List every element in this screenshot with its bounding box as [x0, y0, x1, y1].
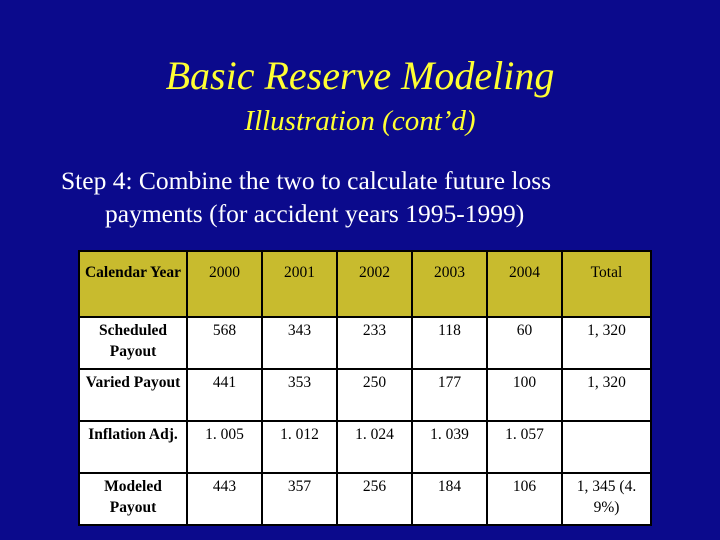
table-cell: 1. 005	[187, 421, 262, 473]
header-cell: Total	[562, 251, 651, 317]
table-header-row	[79, 251, 651, 317]
header-cell: 2001	[262, 251, 337, 317]
header-cell: Calendar Year	[79, 251, 187, 317]
table-cell: 118	[412, 317, 487, 369]
table-cell	[562, 421, 651, 473]
table-cell: 343	[262, 317, 337, 369]
header-cell: 2002	[337, 251, 412, 317]
row-label: Modeled Payout	[79, 473, 187, 525]
table-cell: 1, 320	[562, 369, 651, 421]
table-cell: 233	[337, 317, 412, 369]
step-text	[61, 164, 661, 230]
payout-table	[78, 250, 652, 526]
row-label: Inflation Adj.	[79, 421, 187, 473]
table-row	[79, 473, 651, 525]
table-cell: 1, 345 (4. 9%)	[562, 473, 651, 525]
table-cell: 256	[337, 473, 412, 525]
header-cell: 2004	[487, 251, 562, 317]
row-label: Scheduled Payout	[79, 317, 187, 369]
step-text-line-2: payments (for accident years 1995-1999)	[105, 199, 525, 228]
table-cell: 106	[487, 473, 562, 525]
table-cell: 100	[487, 369, 562, 421]
table-cell: 1. 012	[262, 421, 337, 473]
slide-title: Basic Reserve Modeling	[165, 53, 555, 98]
header-cell: 2003	[412, 251, 487, 317]
table-row	[79, 369, 651, 421]
row-label: Varied Payout	[79, 369, 187, 421]
table-cell: 1. 024	[337, 421, 412, 473]
table-row	[79, 421, 651, 473]
table-cell: 177	[412, 369, 487, 421]
table-cell: 568	[187, 317, 262, 369]
table-cell: 441	[187, 369, 262, 421]
table-cell: 1. 039	[412, 421, 487, 473]
table-cell: 1, 320	[562, 317, 651, 369]
slide-subtitle: Illustration (cont’d)	[244, 105, 476, 137]
table-cell: 60	[487, 317, 562, 369]
table-cell: 1. 057	[487, 421, 562, 473]
table-cell: 250	[337, 369, 412, 421]
table-cell: 184	[412, 473, 487, 525]
table-cell: 443	[187, 473, 262, 525]
table-row	[79, 317, 651, 369]
table-cell: 357	[262, 473, 337, 525]
table-cell: 353	[262, 369, 337, 421]
step-text-line-1: Step 4: Combine the two to calculate future loss	[61, 166, 552, 195]
header-cell: 2000	[187, 251, 262, 317]
